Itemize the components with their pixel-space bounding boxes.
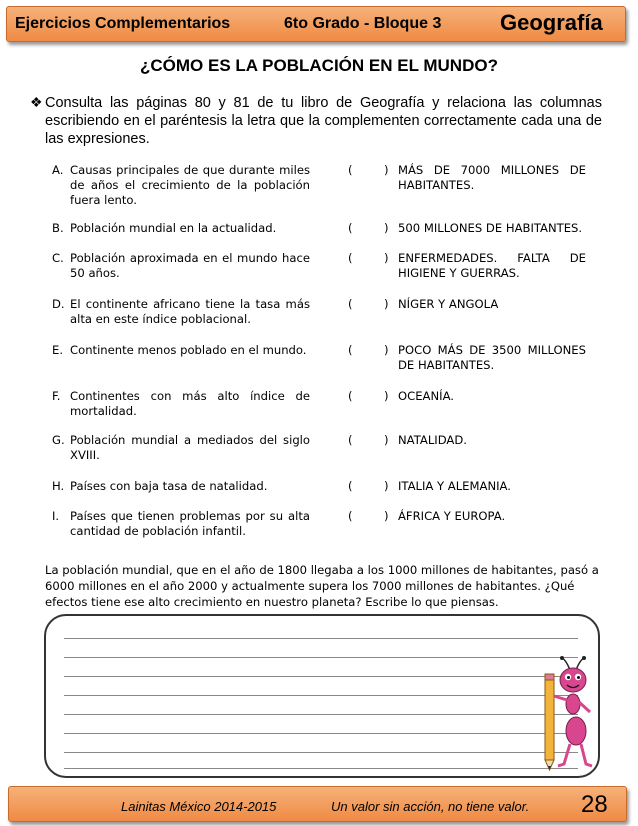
row-statement: El continente africano tiene la tasa más alta en este índice poblacional. [70,297,310,326]
row-option: NÍGER Y ANGOLA [398,297,499,311]
footer-banner [8,786,627,822]
row-letter: H. [52,479,65,493]
instruction-text: Consulta las páginas 80 y 81 de tu libro de Geografía y relaciona las columnas escribiendo en el paréntesis la letra que la complementen correctamente cada una de las expresiones. [45,95,602,147]
row-letter: E. [52,343,64,357]
row-option: OCEANÍA. [398,389,454,403]
answer-paren-close[interactable]: ) [384,479,389,493]
row-letter: D. [52,297,65,311]
row-option: ITALIA Y ALEMANIA. [398,479,511,493]
answer-paren-open[interactable]: ( [348,479,353,493]
page-number: 28 [581,791,608,818]
answer-paren-close[interactable]: ) [384,509,389,523]
answer-paren-close[interactable]: ) [384,297,389,311]
header-subject-series: Ejercicios Complementarios [15,15,231,32]
row-option: MÁS DE 7000 MILLONES DE HABITANTES. [398,163,586,192]
row-option: NATALIDAD. [398,433,467,447]
page-title: ¿CÓMO ES LA POBLACIÓN EN EL MUNDO? [140,56,498,75]
row-statement: Población aproximada en el mundo hace 50 años. [70,251,310,280]
writing-line[interactable] [64,752,578,753]
row-statement: Causas principales de que durante miles de años el crecimiento de la población fuera lento. [70,163,310,207]
answer-paren-close[interactable]: ) [384,221,389,235]
writing-line[interactable] [64,714,578,715]
header-subject: Geografía [500,10,603,35]
footer-motto: Un valor sin acción, no tiene valor. [331,799,530,814]
answer-paren-open[interactable]: ( [348,297,353,311]
row-letter: I. [52,509,60,523]
row-statement: Población mundial en la actualidad. [70,221,277,235]
row-statement: Población mundial a mediados del siglo XVIII. [70,433,310,462]
header-banner [6,6,626,42]
writing-line[interactable] [64,695,578,696]
answer-paren-close[interactable]: ) [384,251,389,265]
ant-with-pencil-icon [536,656,598,774]
answer-paren-close[interactable]: ) [384,433,389,447]
answer-paren-open[interactable]: ( [348,163,353,177]
row-option: ENFERMEDADES. FALTA DE HIGIENE Y GUERRAS. [398,251,586,280]
row-letter: C. [52,251,64,265]
writing-line[interactable] [64,676,578,677]
answer-paren-open[interactable]: ( [348,433,353,447]
answer-paren-open[interactable]: ( [348,221,353,235]
essay-prompt: La población mundial, que en el año de 1800 llegaba a los 1000 millones de habitantes, pasó a 6000 millones en el año 2000 y actualmente supera los 7000 millones de habitantes. ¿Qué efectos tiene ese alto crecimiento en nuestro planeta? Escribe lo que piensas. [45,563,599,609]
writing-line[interactable] [64,638,578,639]
row-letter: G. [52,433,65,447]
writing-box[interactable] [44,614,600,778]
row-letter: A. [52,163,64,177]
writing-line[interactable] [64,733,578,734]
answer-paren-open[interactable]: ( [348,251,353,265]
row-option: POCO MÁS DE 3500 MILLONES DE HABITANTES. [398,343,586,372]
row-statement: Continente menos poblado en el mundo. [70,343,307,357]
row-statement: Continentes con más alto índice de mortalidad. [70,389,310,418]
answer-paren-open[interactable]: ( [348,509,353,523]
row-letter: F. [52,389,61,403]
diamond-bullet-icon: ❖ [30,94,43,110]
row-statement: Países que tienen problemas por su alta cantidad de población infantil. [70,509,310,538]
writing-line[interactable] [64,768,578,769]
header-grade: 6to Grado - Bloque 3 [284,15,442,32]
answer-paren-close[interactable]: ) [384,163,389,177]
answer-paren-close[interactable]: ) [384,389,389,403]
writing-line[interactable] [64,657,578,658]
answer-paren-open[interactable]: ( [348,389,353,403]
row-statement: Países con baja tasa de natalidad. [70,479,268,493]
footer-credit: Lainitas México 2014-2015 [121,799,277,814]
row-letter: B. [52,221,64,235]
row-option: ÁFRICA Y EUROPA. [398,509,506,523]
row-option: 500 MILLONES DE HABITANTES. [398,221,583,235]
answer-paren-open[interactable]: ( [348,343,353,357]
answer-paren-close[interactable]: ) [384,343,389,357]
